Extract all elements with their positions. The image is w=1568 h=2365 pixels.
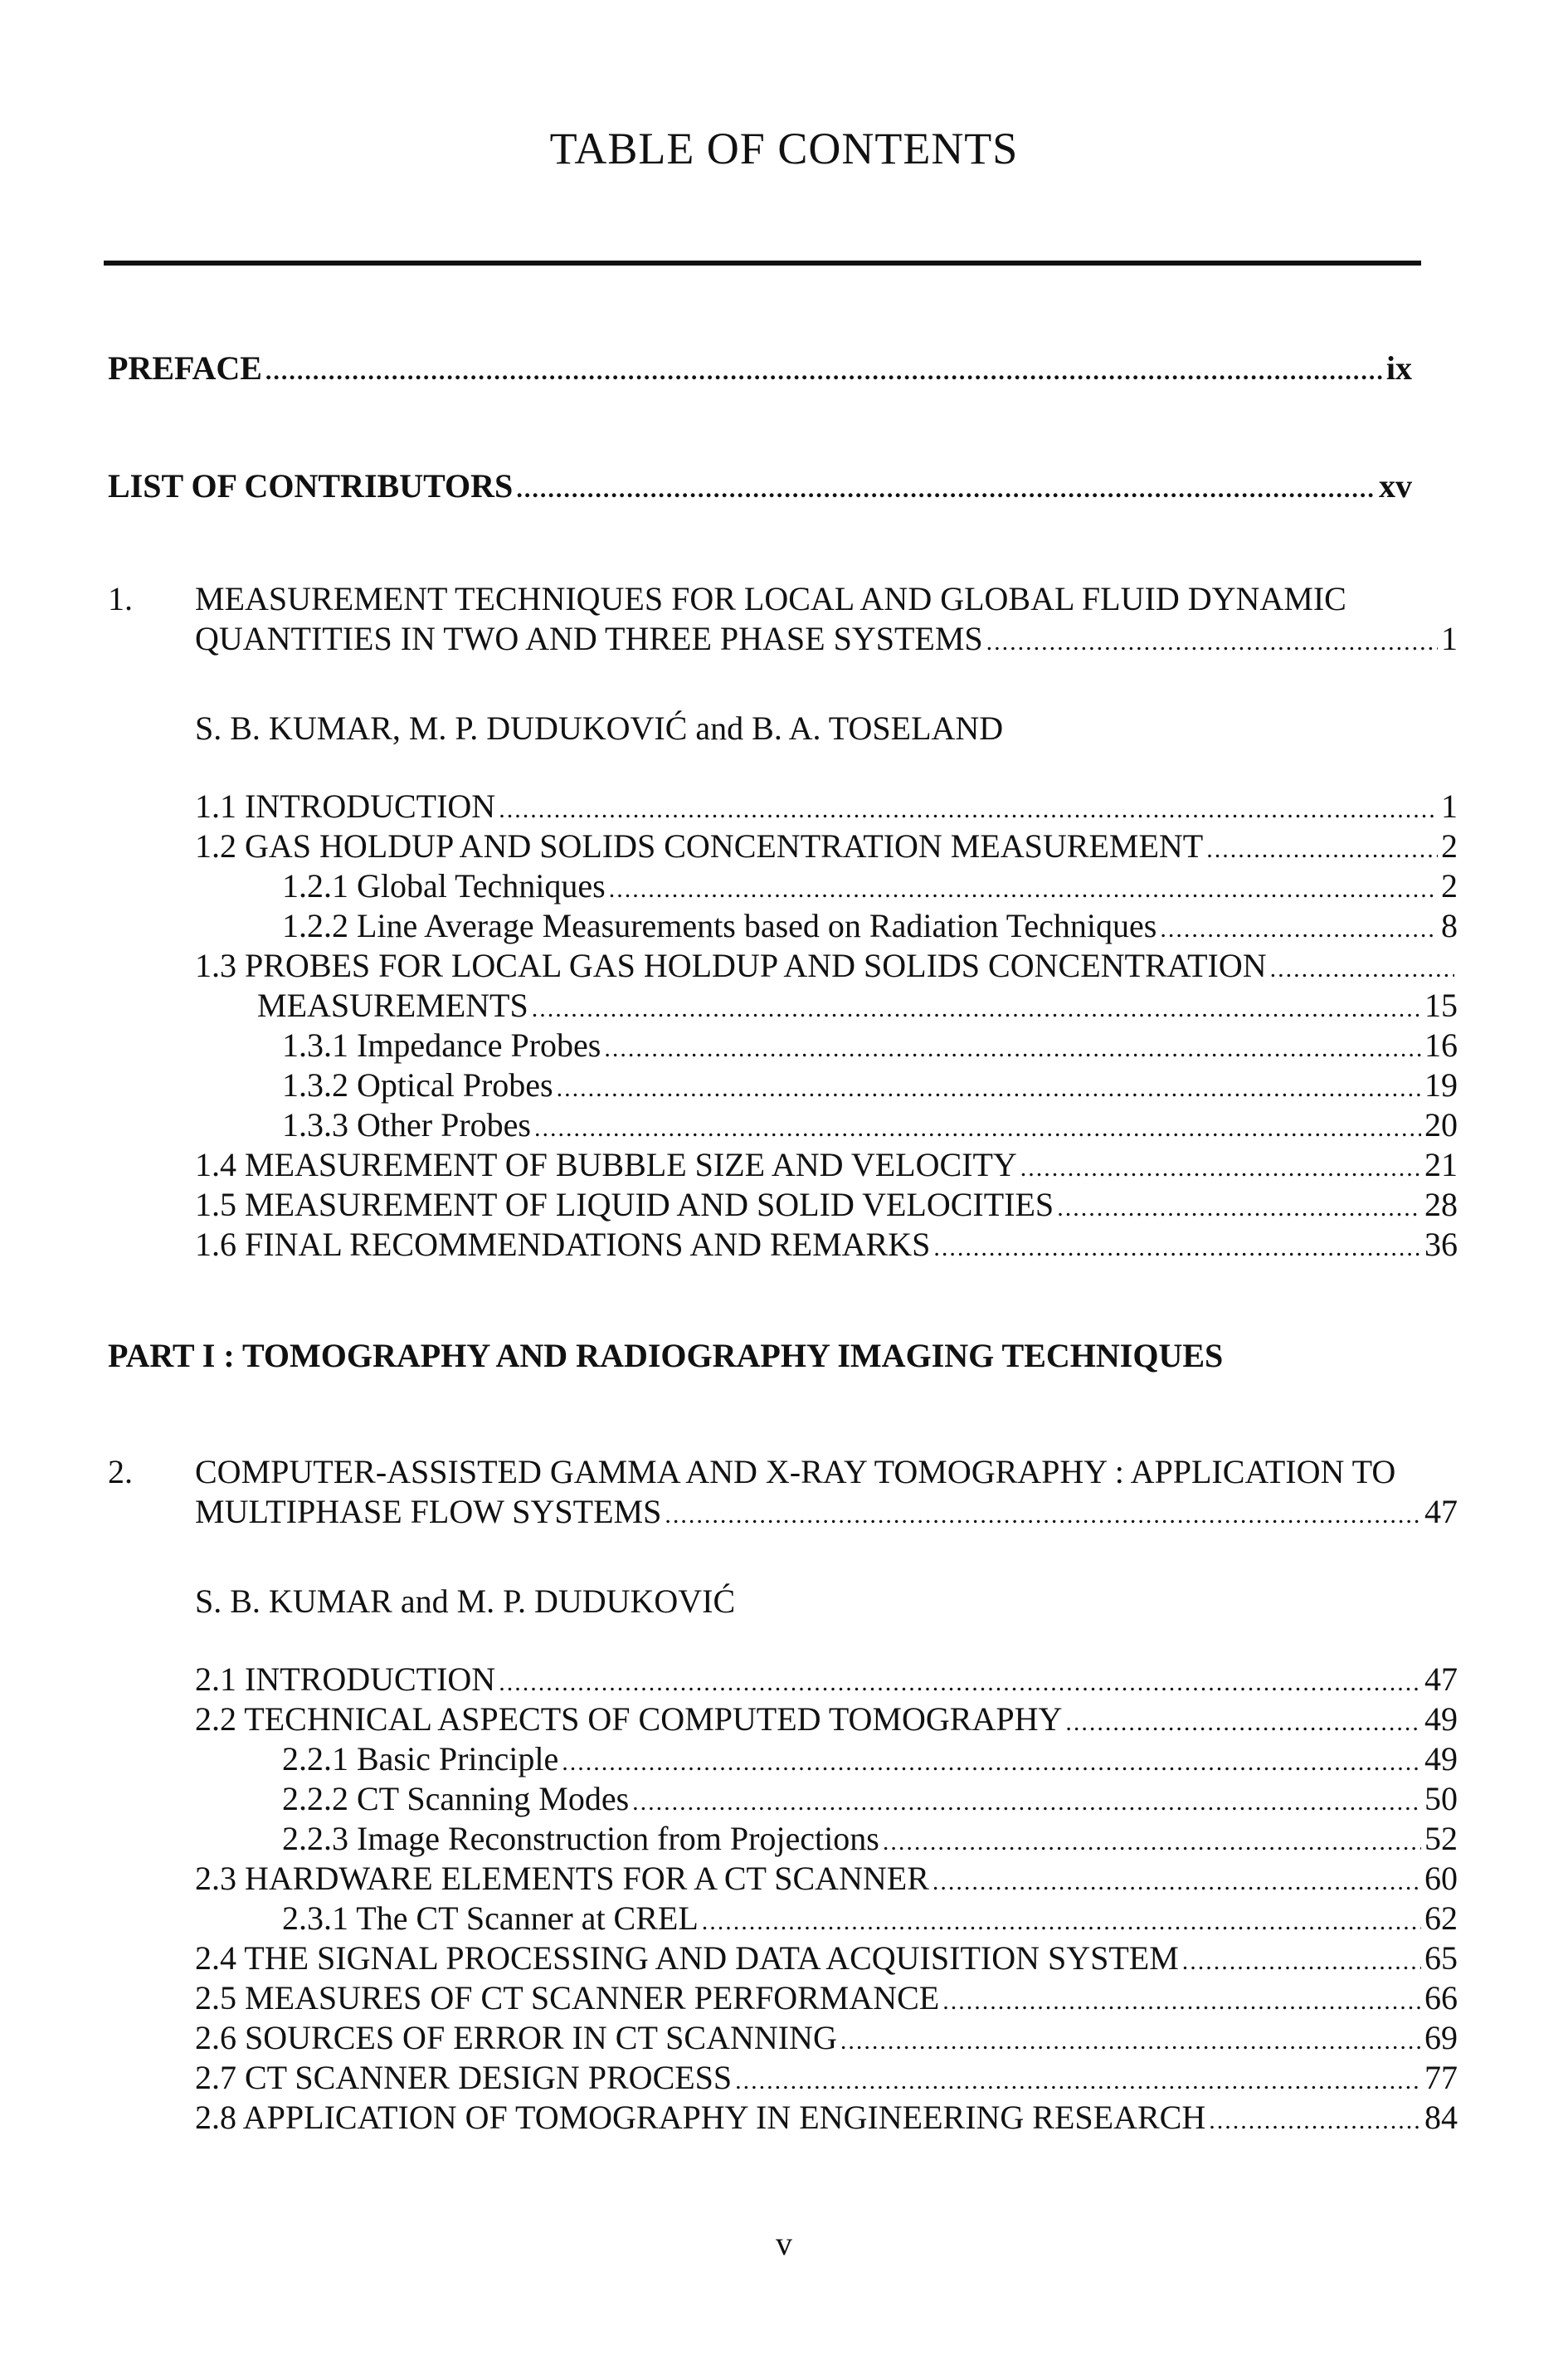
toc-entry[interactable]: 2.7 CT SCANNER DESIGN PROCESS ..... 77 [195, 2058, 1458, 2101]
toc-entry[interactable]: 1.4 MEASUREMENT OF BUBBLE SIZE AND VELOCITY ..... 21 [195, 1145, 1458, 1188]
toc-entry[interactable]: 2.1 INTRODUCTION ..... 47 [195, 1660, 1458, 1703]
toc-entry[interactable]: 1.6 FINAL RECOMMENDATIONS AND REMARKS ..... 36 [195, 1225, 1458, 1268]
toc-subentry[interactable]: 1.3.1 Impedance Probes ..... 16 [282, 1026, 1458, 1069]
title-rule [104, 261, 1421, 266]
toc-entry[interactable]: 2.2 TECHNICAL ASPECTS OF COMPUTED TOMOGRAPHY ..... 49 [195, 1699, 1458, 1743]
toc-entry[interactable]: 1.1 INTRODUCTION ..... 1 [195, 787, 1458, 830]
toc-subentry[interactable]: 2.2.1 Basic Principle ..... 49 [282, 1739, 1458, 1782]
toc-entry-contributors[interactable]: LIST OF CONTRIBUTORS ..... xv [108, 466, 1412, 510]
toc-entry[interactable]: 2.8 APPLICATION OF TOMOGRAPHY IN ENGINEERING RESEARCH ..... 84 [195, 2098, 1458, 2141]
toc-entry-chapter-1[interactable]: QUANTITIES IN TWO AND THREE PHASE SYSTEMS ..... 1 [195, 619, 1458, 662]
chapter-title-line1: COMPUTER-ASSISTED GAMMA AND X-RAY TOMOGRAPHY : APPLICATION TO [195, 1453, 1396, 1490]
toc-subentry[interactable]: 2.2.3 Image Reconstruction from Projections ..... 52 [282, 1819, 1458, 1862]
toc-entry[interactable]: 1.3 PROBES FOR LOCAL GAS HOLDUP AND SOLIDS CONCENTRATION ..... [195, 946, 1458, 989]
chapter-authors: S. B. KUMAR, M. P. DUDUKOVIĆ and B. A. TOSELAND [195, 710, 1004, 747]
chapter-number: 1. [108, 580, 133, 617]
toc-entry[interactable]: 2.4 THE SIGNAL PROCESSING AND DATA ACQUISITION SYSTEM ..... 65 [195, 1938, 1458, 1982]
toc-entry-preface[interactable]: PREFACE ..... ix [108, 349, 1412, 392]
toc-entry[interactable]: 1.2 GAS HOLDUP AND SOLIDS CONCENTRATION MEASUREMENT ..... 2 [195, 827, 1458, 870]
toc-entry[interactable]: MEASUREMENTS ..... 15 [257, 986, 1458, 1029]
toc-entry-chapter-2[interactable]: MULTIPHASE FLOW SYSTEMS ..... 47 [195, 1492, 1458, 1535]
chapter-authors: S. B. KUMAR and M. P. DUDUKOVIĆ [195, 1582, 736, 1620]
toc-entry[interactable]: 2.6 SOURCES OF ERROR IN CT SCANNING ..... 69 [195, 2018, 1458, 2061]
toc-entry[interactable]: 1.5 MEASUREMENT OF LIQUID AND SOLID VELOCITIES ..... 28 [195, 1185, 1458, 1228]
page-number: v [776, 2225, 792, 2262]
toc-subentry[interactable]: 1.3.2 Optical Probes ..... 19 [282, 1065, 1458, 1109]
toc-entry[interactable]: 2.5 MEASURES OF CT SCANNER PERFORMANCE ..... 66 [195, 1978, 1458, 2021]
toc-subentry[interactable]: 1.3.3 Other Probes ..... 20 [282, 1105, 1458, 1148]
chapter-title-line1: MEASUREMENT TECHNIQUES FOR LOCAL AND GLOBAL FLUID DYNAMIC [195, 580, 1346, 617]
toc-subentry[interactable]: 2.2.2 CT Scanning Modes ..... 50 [282, 1779, 1458, 1822]
toc-subentry[interactable]: 1.2.2 Line Average Measurements based on Radiation Techniques ..... 8 [282, 906, 1458, 949]
toc-subentry[interactable]: 2.3.1 The CT Scanner at CREL ..... 62 [282, 1899, 1458, 1942]
chapter-number: 2. [108, 1453, 133, 1490]
toc-subentry[interactable]: 1.2.1 Global Techniques ..... 2 [282, 866, 1458, 909]
page-title: TABLE OF CONTENTS [549, 124, 1019, 173]
toc-entry[interactable]: 2.3 HARDWARE ELEMENTS FOR A CT SCANNER ..... 60 [195, 1859, 1458, 1902]
part-heading: PART I : TOMOGRAPHY AND RADIOGRAPHY IMAGING TECHNIQUES [108, 1337, 1224, 1374]
